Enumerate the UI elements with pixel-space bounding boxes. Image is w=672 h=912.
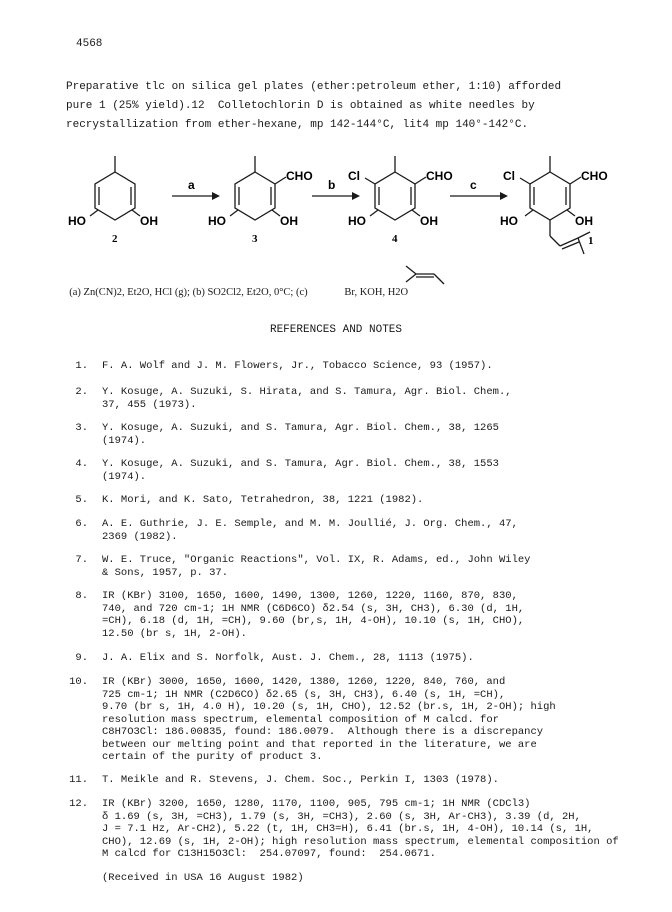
- page-number: 4568: [76, 38, 103, 50]
- compound-1-structure: [520, 156, 590, 254]
- hydroxy-label: HO: [348, 214, 366, 228]
- aldehyde-label: CHO: [581, 169, 608, 183]
- compound-2-structure: [90, 156, 140, 220]
- hydroxy-label: OH: [575, 214, 593, 228]
- hydroxy-label: OH: [280, 214, 298, 228]
- arrow-label-c: c: [470, 178, 477, 192]
- compound-number: 3: [252, 233, 258, 245]
- arrow-label-a: a: [188, 178, 195, 192]
- compound-number: 2: [112, 233, 118, 245]
- hydroxy-label: HO: [500, 214, 518, 228]
- aldehyde-label: CHO: [286, 169, 313, 183]
- intro-line: Preparative tlc on silica gel plates (ether:petroleum ether, 1:10) afforded: [66, 81, 562, 93]
- chloro-label: Cl: [348, 169, 360, 183]
- reagent-conditions: [64, 276, 408, 309]
- synthesis-scheme: [60, 150, 620, 290]
- chloro-label: Cl: [503, 169, 515, 183]
- compound-4-structure: [365, 156, 426, 220]
- hydroxy-label: HO: [68, 214, 86, 228]
- hydroxy-label: OH: [140, 214, 158, 228]
- compound-3-structure: [230, 156, 286, 220]
- compound-number: 4: [392, 233, 398, 245]
- intro-line: recrystallization from ether-hexane, mp 142-144°C, lit4 mp 140°-142°C.: [66, 119, 529, 131]
- hydroxy-label: OH: [420, 214, 438, 228]
- intro-line: pure 1 (25% yield).12 Colletochlorin D is obtained as white needles by: [66, 100, 535, 112]
- references-heading: REFERENCES AND NOTES: [269, 324, 403, 336]
- prenyl-structure-icon: [402, 260, 462, 290]
- aldehyde-label: CHO: [426, 169, 453, 183]
- intro-paragraph: [66, 78, 646, 135]
- reagent-text: (a) Zn(CN)2, Et2O, HCl (g); (b) SO2Cl2, Et2O, 0°C; (c) Br, KOH, H2O: [69, 287, 409, 298]
- compound-number: 1: [588, 235, 594, 247]
- hydroxy-label: HO: [208, 214, 226, 228]
- received-date: (Received in USA 16 August 1982): [102, 872, 304, 884]
- arrow-label-b: b: [328, 178, 336, 192]
